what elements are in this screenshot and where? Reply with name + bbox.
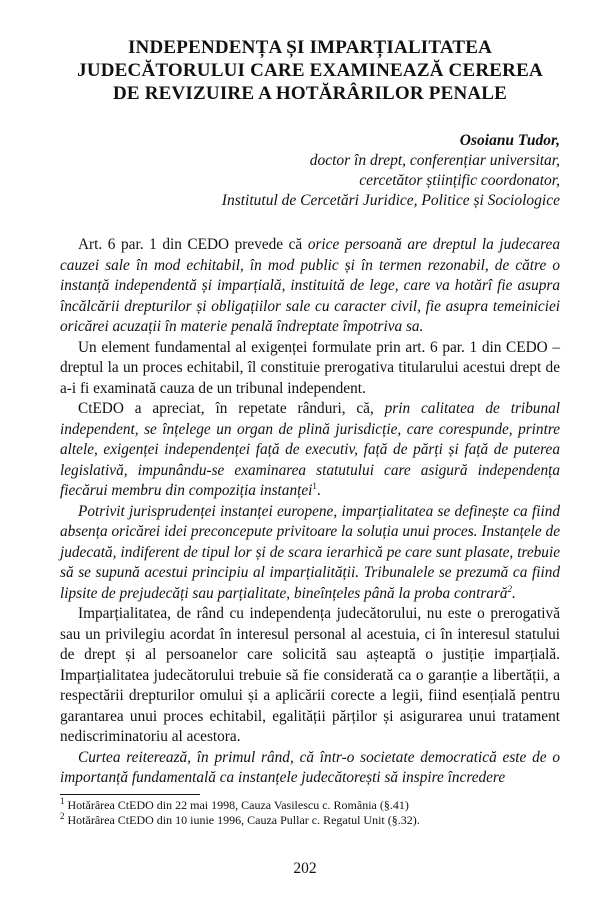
footnote-1-text: Hotărârea CtEDO din 22 mai 1998, Cauza Vasilescu c. România (§.41) <box>64 797 409 812</box>
title-line-2: JUDECĂTORULUI CARE EXAMINEAZĂ CEREREA <box>77 60 543 81</box>
footnote-1-number: 1 <box>60 795 65 806</box>
paragraph-6: Curtea reiterează, în primul rând, că într-o societate democratică este de o importanță fundamentală ca instanțele judecătorești să inspire încredere <box>60 748 560 786</box>
paragraph-4-text: Potrivit jurisprudenței instanței europene, imparțialitatea se definește ca fiind absența oricărei idei preconcepute privitoare la soluția unui proces. Instanțele de judecată, indiferent de tipul lor și de scara ierarhică pe care sunt plasate, trebuie să se supună acestui principiu al imparțialității. Tribunalele se prezumă ca fiind lipsite de prejudecăți sau parțialitate, bineînțeles până la proba contrară <box>60 502 560 602</box>
author-degree: doctor în drept, conferențiar universitar, <box>309 152 560 169</box>
paragraph-2: Un element fundamental al exigenței formulate prin art. 6 par. 1 din CEDO – dreptul la un proces echitabil, îl constituie prerogativa titularului acestui drept de a-i fi examinată cauza de un tribunal independent. <box>60 338 560 397</box>
paragraph-3-quote: prin calitatea de tribunal independent, se înțelege un organ de plină jurisdicție, care corespunde, printre altele, exigenței independenței față de executiv, față de părți și față de puterea legislativă, impunându-se examinarea statutului care asigură independența fiecărui membru din compoziția instanței <box>60 400 561 499</box>
title-line-3: DE REVIZUIRE A HOTĂRÂRILOR PENALE <box>112 83 508 104</box>
article-title <box>60 36 560 105</box>
paragraph-5: Imparțialitatea, de rând cu independența judecătorului, nu este o prerogativă sau un privilegiu acordat în interesul personal al acestuia, ci în interesul statului de drept și al persoanelor care solicită sau așteaptă o justiție imparțială. Imparțialitatea judecătorului trebuie să fie considerată ca o garanție a libertății, a respectării drepturilor omului și a aplicării corecte a legii, fiind esențială pentru garantarea unui proces echitabil, egalității părților și asigurarea unui tratament nediscriminatoriu al acestora. <box>60 605 560 745</box>
author-position: cercetător științific coordonator, <box>359 172 560 189</box>
footnote-2 <box>60 813 560 829</box>
paragraph-1-text: Art. 6 par. 1 din CEDO prevede că <box>78 236 308 253</box>
footnote-divider <box>60 794 200 795</box>
paragraph-3 <box>60 399 560 502</box>
footnote-ref-1: 1 <box>312 480 317 491</box>
paragraph-1 <box>60 235 560 338</box>
paragraph-3-end: . <box>316 482 321 499</box>
page-number: 202 <box>293 860 317 877</box>
title-line-1: INDEPENDENȚA ȘI IMPARȚIALITATEA <box>127 37 493 58</box>
paragraph-4-end: . <box>512 584 516 602</box>
paragraph-4 <box>60 502 560 605</box>
footnote-2-text: Hotărârea CtEDO din 10 iunie 1996, Cauza Pullar c. Regatul Unit (§.32). <box>64 813 420 827</box>
footnote-2-number: 2 <box>60 811 65 821</box>
footnote-ref-2: 2 <box>507 583 513 594</box>
paragraph-1-quote: orice persoană are dreptul la judecarea cauzei sale în mod echitabil, în mod public și în termen rezonabil, de către o instanță independentă și imparțială, instituită de lege, care va hotărî fie asupra încălcării drepturilor și obligațiilor sale cu caracter civil, fie asupra temeiniciei oricărei acuzații în materie penală îndreptate împotriva sa. <box>60 236 560 335</box>
author-name: Osoianu Tudor, <box>459 132 560 149</box>
footnote-1 <box>60 795 560 814</box>
author-block <box>60 131 560 211</box>
paragraph-3-text: CtEDO a apreciat, în repetate rânduri, că, <box>78 400 385 417</box>
author-institution: Institutul de Cercetări Juridice, Politice și Sociologice <box>221 192 560 209</box>
